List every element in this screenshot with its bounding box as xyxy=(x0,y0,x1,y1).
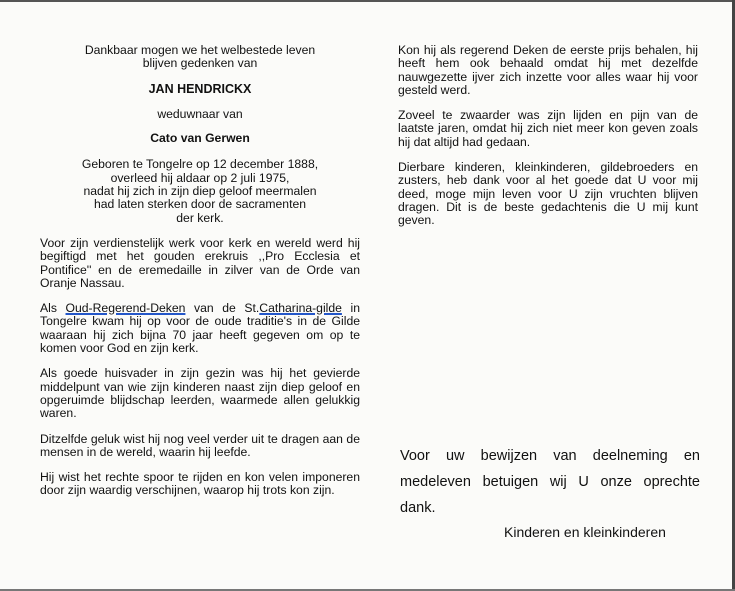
paragraph-happiness: Ditzelfde geluk wist hij nog veel verder uit te dragen aan de mensen in de wereld, waarin hij leefde. xyxy=(40,431,360,459)
guild-text-a: Als xyxy=(40,301,66,316)
right-column xyxy=(398,44,698,228)
guild-name-underlined: Catharina-gilde xyxy=(259,301,342,316)
birth-line-5: der kerk. xyxy=(176,210,224,225)
intro-text xyxy=(40,44,360,71)
guild-title-underlined: Oud-Regerend-Deken xyxy=(65,301,186,316)
intro-line-2: blijven gedenken van xyxy=(142,56,258,71)
birth-line-3: nadat hij zich in zijn diep geloof meermalen xyxy=(83,184,317,199)
left-column xyxy=(40,44,360,498)
paragraph-farewell: Dierbare kinderen, kleinkinderen, gildebroeders en zusters, heb dank voor al het goede dat U voor mij deed, moge mijn leven voor U zijn vruchten blijven dragen. Dit is de beste gedachtenis die U mij kunt geven. xyxy=(398,160,698,228)
signature-line: Kinderen en kleinkinderen xyxy=(504,524,666,540)
spouse-name: Cato van Gerwen xyxy=(150,131,250,146)
guild-text-c: van de St. xyxy=(185,301,260,316)
deceased-name: JAN HENDRICKX xyxy=(148,81,252,96)
guild-text-e: in Tongelre kwam hij op voor de oude traditie's in de Gilde waaraan hij zich bijna 70 jaar heeft gegeven om op te komen voor God en zijn kerk. xyxy=(40,301,361,356)
paragraph-suffering: Zoveel te zwaarder was zijn lijden en pijn van de laatste jaren, omdat hij zich niet meer kon geven zoals hij dat altijd had gedaan. xyxy=(398,108,698,149)
paragraph-honors: Voor zijn verdienstelijk werk voor kerk en wereld werd hij begiftigd met het gouden erekruis ,,Pro Ecclesia et Pontifice'' en de eremedaille in zilver van de Orde van Oranje Nassau. xyxy=(40,235,360,290)
paragraph-deken: Kon hij als regerend Deken de eerste prijs behalen, hij heeft hem ook behaald omdat hij met dezelfde nauwgezette ijver zich inzette voor alles waar hij voor gesteld werd. xyxy=(398,43,698,97)
paragraph-character: Hij wist het rechte spoor te rijden en kon velen imponeren door zijn waardig verschijnen, waarop hij trots kon zijn. xyxy=(40,470,360,498)
birth-line-1: Geboren te Tongelre op 12 december 1888, xyxy=(81,157,319,172)
birth-line-2: overleed hij aldaar op 2 juli 1975, xyxy=(110,170,290,185)
intro-line-1: Dankbaar mogen we het welbestede leven xyxy=(84,43,316,57)
widower-label: weduwnaar van xyxy=(157,106,243,121)
thanks-text: Voor uw bewijzen van deelneming en medeleven betuigen wij U onze oprechte dank. xyxy=(400,448,700,516)
paragraph-family: Als goede huisvader in zijn gezin was hij het gevierde middelpunt van wie zijn kinderen naast zijn diep geloof en opgeruimde blijdschap leerden, waarmede allen gelukkig waren. xyxy=(40,366,360,421)
birth-death-text xyxy=(40,158,360,224)
card-edge-top xyxy=(0,0,735,2)
birth-line-4: had laten sterken door de sacramenten xyxy=(93,197,307,212)
paragraph-guild xyxy=(40,302,360,355)
